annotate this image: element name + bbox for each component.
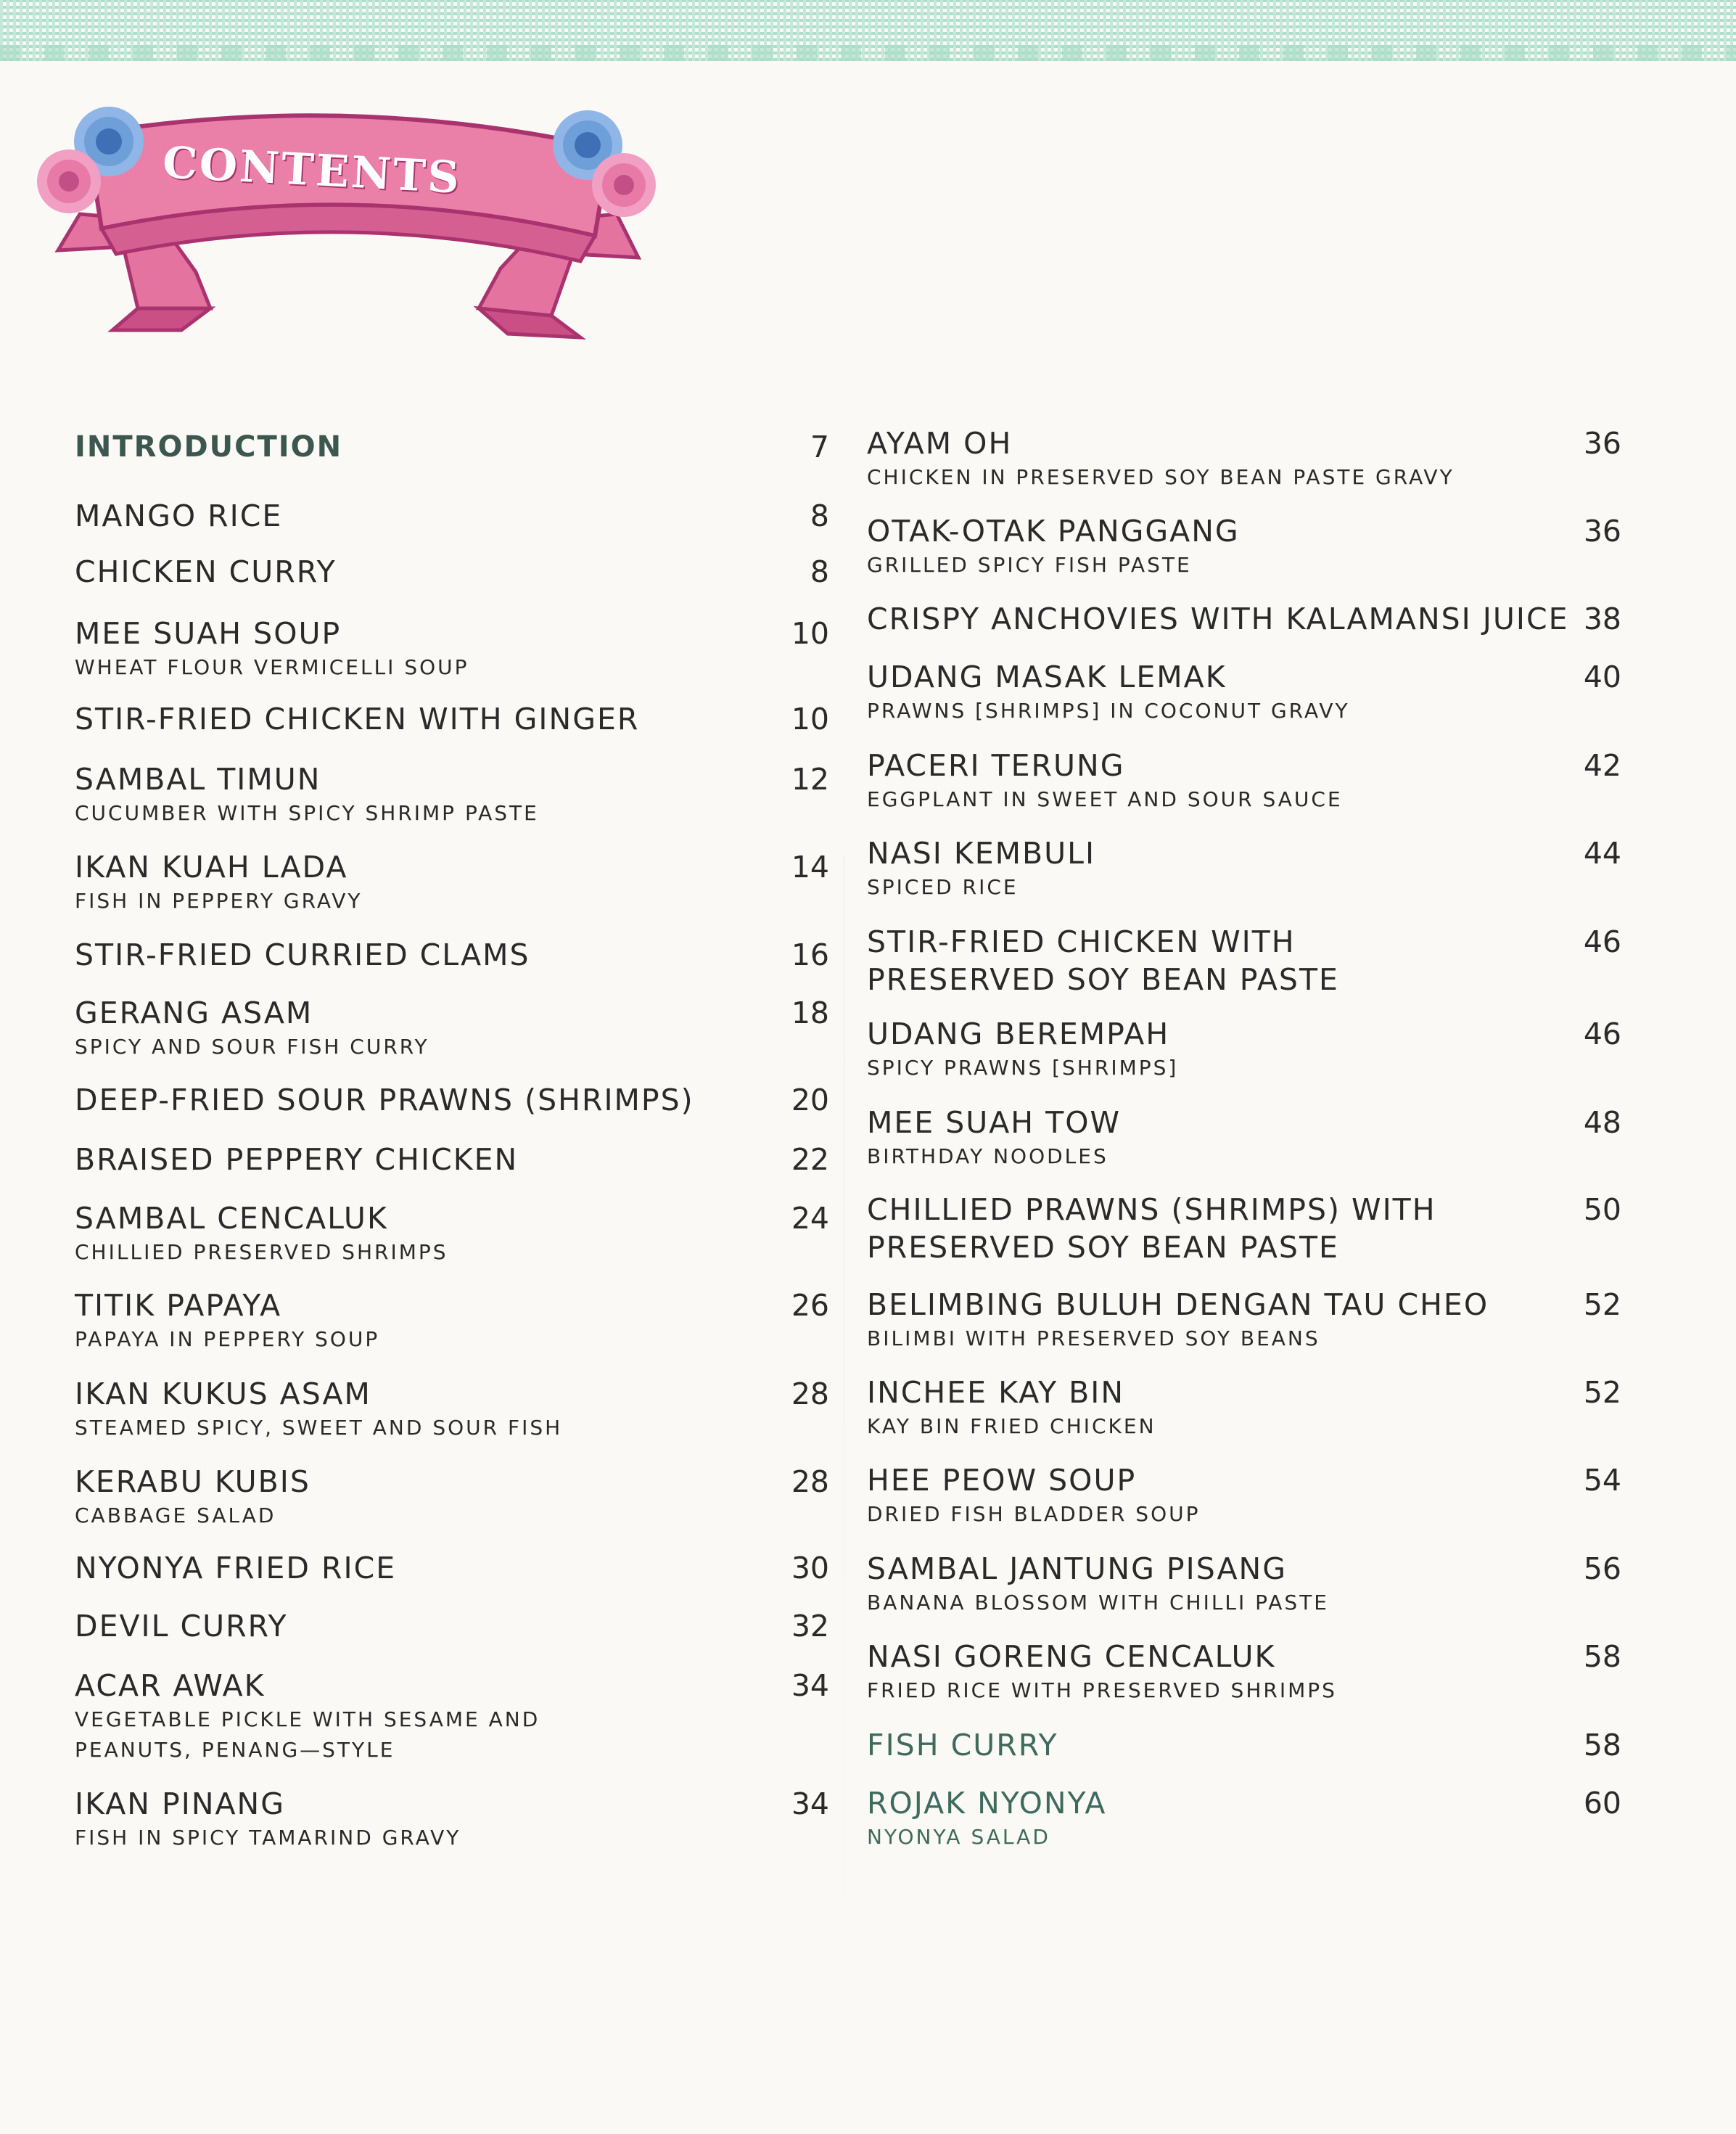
toc-entry [75,700,639,738]
entry-subtitle: CUCUMBER WITH SPICY SHRIMP PASTE [75,801,539,825]
page-number: 56 [1583,1551,1621,1586]
decorative-border [0,0,1736,61]
entry-subtitle: STEAMED SPICY, SWEET AND SOUR FISH [75,1416,563,1440]
entry-subtitle: PRAWNS [SHRIMPS] IN COCONUT GRAVY [867,699,1350,723]
toc-entry [867,1550,1329,1618]
entry-subtitle: BANANA BLOSSOM WITH CHILLI PASTE [867,1591,1329,1614]
page-number: 8 [810,554,829,589]
page-number: 52 [1583,1375,1621,1410]
entry-title: SAMBAL TIMUN [75,762,321,797]
toc-entry [867,747,1343,815]
toc-entry [867,923,1339,998]
toc-entry [75,1375,562,1443]
entry-title: DEVIL CURRY [75,1609,288,1643]
entry-title: INTRODUCTION [75,430,343,464]
entry-subtitle: CHILLIED PRESERVED SHRIMPS [75,1240,448,1264]
entry-title: MEE SUAH TOW [867,1105,1122,1140]
toc-entry [75,1141,518,1178]
entry-title: GERANG ASAM [75,996,313,1030]
page-number: 10 [791,702,829,736]
entry-subtitle: PAPAYA IN PEPPERY SOUP [75,1327,380,1351]
entry-title: KERABU KUBIS [75,1464,310,1499]
entry-title: CRISPY ANCHOVIES WITH KALAMANSI JUICE [867,602,1569,636]
entry-subtitle: KAY BIN FRIED CHICKEN [867,1414,1156,1438]
entry-title: MEE SUAH SOUP [75,616,342,651]
page-number: 40 [1583,660,1621,694]
entry-subtitle: BILIMBI WITH PRESERVED SOY BEANS [867,1326,1320,1350]
toc-entry [867,1638,1337,1706]
toc-entry [75,615,469,683]
toc-entry [75,994,429,1062]
toc-entry [75,1667,540,1765]
page-number: 28 [791,1464,829,1499]
entry-title: IKAN KUKUS ASAM [75,1376,371,1411]
toc-entry [867,1374,1156,1442]
entry-subtitle: DRIED FISH BLADDER SOUP [867,1502,1201,1526]
entry-subtitle-line2: PEANUTS, PENANG—STYLE [75,1738,395,1762]
page-number: 58 [1583,1639,1621,1674]
entry-title: DEEP-FRIED SOUR PRAWNS (SHRIMPS) [75,1083,694,1117]
toc-entry [75,1286,379,1355]
toc-entry [867,1191,1436,1266]
entry-title: ROJAK NYONYA [867,1786,1107,1821]
entry-title: SAMBAL JANTUNG PISANG [867,1551,1287,1586]
toc-entry [75,553,337,591]
entry-subtitle: FISH IN PEPPERY GRAVY [75,889,363,913]
page-number: 46 [1583,1017,1621,1051]
toc-entry [75,1463,310,1531]
toc-entry [867,834,1095,903]
entry-title: STIR-FRIED CURRIED CLAMS [75,937,530,972]
toc-entry [75,1199,448,1268]
entry-title: OTAK-OTAK PANGGANG [867,514,1240,549]
page-number: 10 [791,616,829,651]
toc-entry [867,512,1240,580]
toc-entry [75,760,539,829]
entry-title: UDANG BEREMPAH [867,1017,1170,1051]
page-number: 8 [810,498,829,533]
page-number: 28 [791,1376,829,1411]
page-number: 42 [1583,748,1621,783]
page-number: 34 [791,1786,829,1821]
entry-title: AYAM OH [867,426,1013,461]
entry-subtitle: GRILLED SPICY FISH PASTE [867,553,1192,577]
toc-entry [75,1785,461,1853]
page-number: 44 [1583,836,1621,871]
page-number: 60 [1583,1786,1621,1821]
flower-icon [37,149,101,213]
entry-subtitle: SPICED RICE [867,875,1019,899]
entry-title: CHILLIED PRAWNS (SHRIMPS) WITH [867,1192,1436,1227]
page-number: 20 [791,1083,829,1117]
contents-ribbon-banner [29,91,667,345]
page-number: 38 [1583,602,1621,636]
flower-icon [592,153,656,217]
entry-subtitle: SPICY PRAWNS [SHRIMPS] [867,1056,1179,1080]
entry-title: STIR-FRIED CHICKEN WITH GINGER [75,702,640,736]
entry-title: IKAN PINANG [75,1786,285,1821]
page-number: 50 [1583,1192,1621,1227]
toc-entry [867,1726,1058,1764]
page-number: 24 [791,1201,829,1236]
toc-entry [867,424,1455,493]
toc-entry [867,1461,1200,1530]
entry-subtitle: FRIED RICE WITH PRESERVED SHRIMPS [867,1678,1337,1702]
toc-entry [867,1104,1121,1172]
entry-subtitle: EGGPLANT IN SWEET AND SOUR SAUCE [867,787,1343,811]
entry-title: TITIK PAPAYA [75,1288,282,1323]
toc-entry [75,1549,396,1587]
entry-title: NASI GORENG CENCALUK [867,1639,1276,1674]
page-number: 14 [791,850,829,885]
page-number: 32 [791,1609,829,1643]
toc-entry [75,1607,288,1645]
entry-subtitle: CABBAGE SALAD [75,1503,276,1527]
page-number: 16 [791,937,829,972]
entry-title: NASI KEMBULI [867,836,1096,871]
entry-title: IKAN KUAH LADA [75,850,348,885]
entry-subtitle: FISH IN SPICY TAMARIND GRAVY [75,1826,461,1850]
entry-title: BRAISED PEPPERY CHICKEN [75,1142,519,1177]
toc-entry [867,1015,1178,1083]
entry-subtitle: CHICKEN IN PRESERVED SOY BEAN PASTE GRAVY [867,465,1455,489]
entry-title-line2: PRESERVED SOY BEAN PASTE [867,1230,1339,1265]
page-number: 36 [1583,426,1621,461]
entry-title: STIR-FRIED CHICKEN WITH [867,924,1296,959]
page-number: 48 [1583,1105,1621,1140]
page-number: 54 [1583,1463,1621,1498]
entry-subtitle: WHEAT FLOUR VERMICELLI SOUP [75,655,469,679]
page-number: 36 [1583,514,1621,549]
page-number: 7 [810,430,829,464]
entry-title: MANGO RICE [75,498,283,533]
entry-subtitle: NYONYA SALAD [867,1825,1050,1849]
page-number: 18 [791,996,829,1030]
entry-title: BELIMBING BULUH DENGAN TAU CHEO [867,1287,1489,1322]
entry-title: HEE PEOW SOUP [867,1463,1137,1498]
entry-title: PACERI TERUNG [867,748,1125,783]
toc-entry [75,497,282,535]
entry-subtitle: BIRTHDAY NOODLES [867,1144,1108,1168]
entry-subtitle: VEGETABLE PICKLE WITH SESAME AND [75,1707,540,1731]
page-number: 26 [791,1288,829,1323]
toc-entry [867,1286,1489,1354]
page-number: 52 [1583,1287,1621,1322]
entry-title: INCHEE KAY BIN [867,1375,1125,1410]
toc-entry [867,600,1569,638]
toc-entry [867,1784,1106,1852]
entry-title-line2: PRESERVED SOY BEAN PASTE [867,962,1339,997]
toc-entry [75,428,342,466]
page-number: 30 [791,1551,829,1585]
contents-heading: CONTENTS [161,137,463,204]
entry-title: SAMBAL CENCALUK [75,1201,388,1236]
toc-entry [75,936,530,974]
toc-entry [75,1081,694,1119]
page-number: 22 [791,1142,829,1177]
entry-subtitle: SPICY AND SOUR FISH CURRY [75,1035,429,1059]
page-number: 12 [791,762,829,797]
toc-entry [75,848,363,916]
page-number: 46 [1583,924,1621,959]
toc-entry [867,658,1350,726]
page-number: 58 [1583,1728,1621,1762]
page-number: 34 [791,1668,829,1703]
entry-title: CHICKEN CURRY [75,554,337,589]
entry-title: FISH CURRY [867,1728,1058,1762]
entry-title: ACAR AWAK [75,1668,266,1703]
entry-title: UDANG MASAK LEMAK [867,660,1227,694]
entry-title: NYONYA FRIED RICE [75,1551,397,1585]
